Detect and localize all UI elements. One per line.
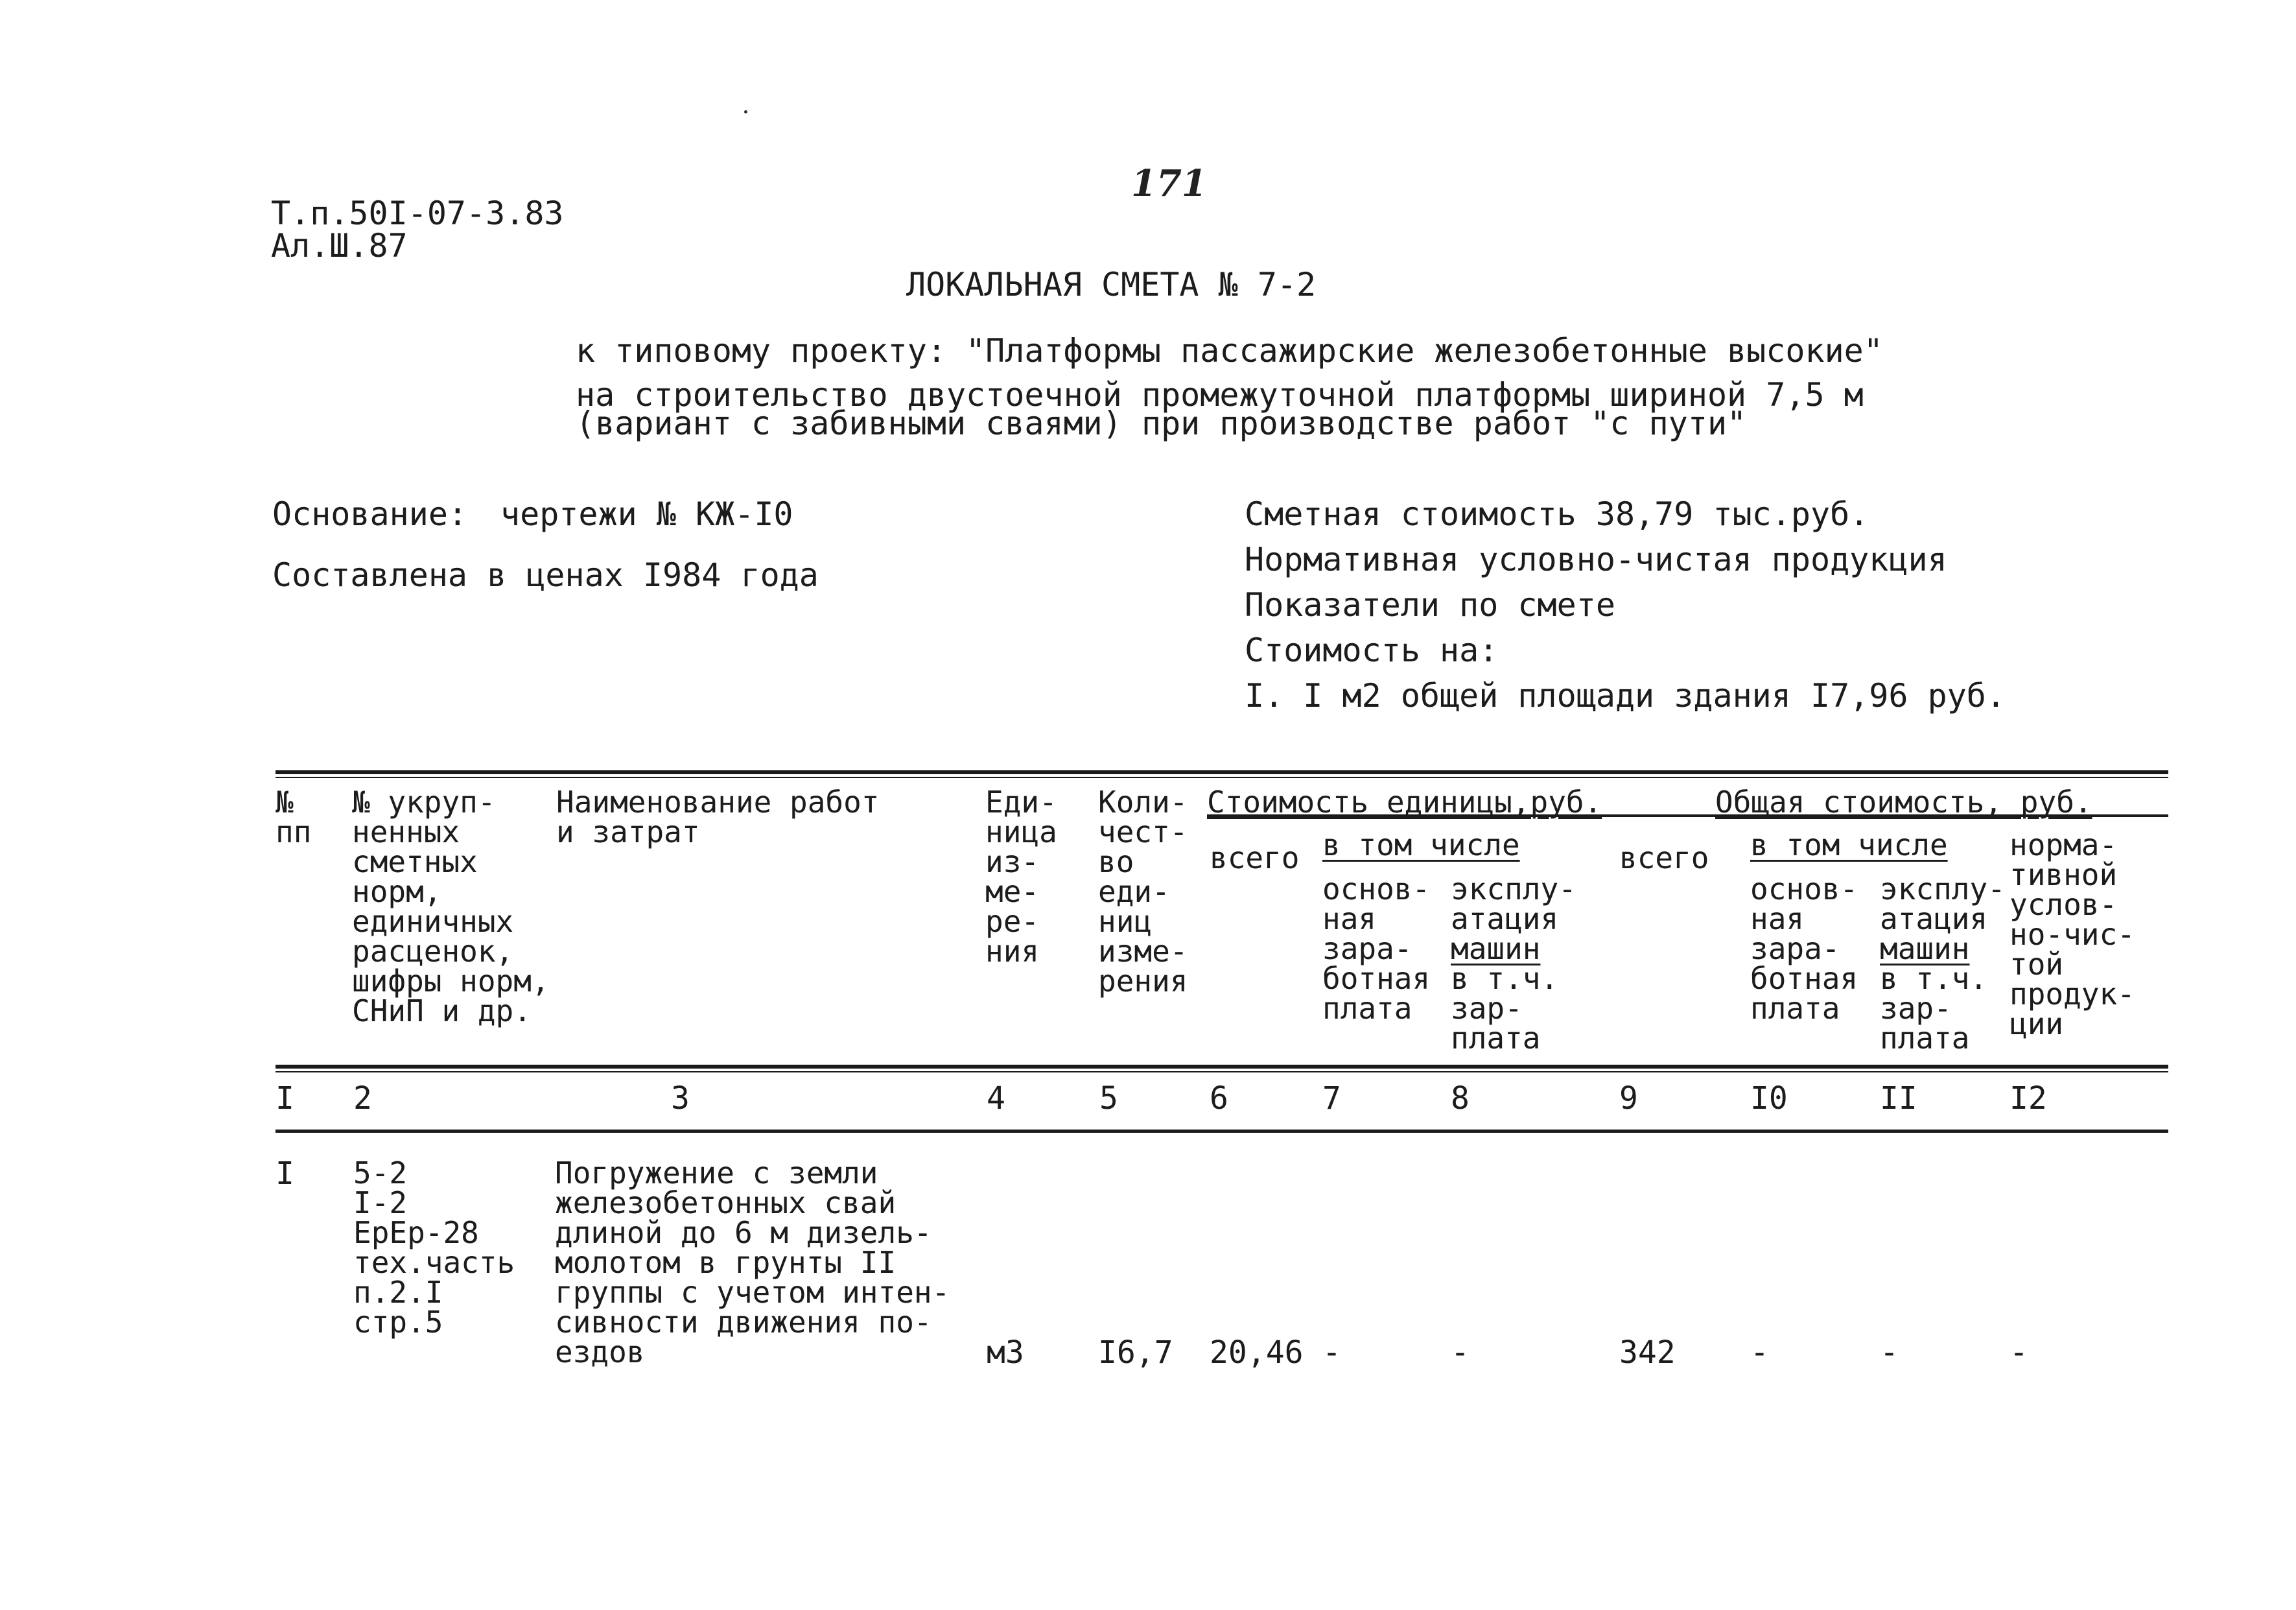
prices-line: Составлена в ценах I984 года <box>272 556 819 594</box>
column-number: 6 <box>1210 1080 1228 1117</box>
header-total-cost-group: Общая стоимость, руб. <box>1715 785 2092 820</box>
row-normative: - <box>2009 1334 2028 1371</box>
normative-product: Нормативная условно-чистая продукция <box>1245 541 1947 578</box>
column-number: 5 <box>1099 1080 1118 1117</box>
row-unit: м3 <box>987 1334 1024 1371</box>
row-total-wage: - <box>1750 1334 1769 1371</box>
column-numbers-rule <box>275 1130 2168 1133</box>
header-unit-cost-group: Стоимость единицы,руб. <box>1207 785 1602 820</box>
header-unit-wage: основ- ная зара- ботная плата <box>1322 871 1431 1026</box>
basis-value: чертежи № КЖ-I0 <box>500 495 793 533</box>
album-number: Ал.Ш.87 <box>271 227 408 265</box>
header-unit-total: всего <box>1210 840 1300 875</box>
header-work-name: Наименование работ и затрат <box>556 785 880 849</box>
column-number: 3 <box>671 1080 690 1117</box>
basis-label: Основание: <box>272 495 468 533</box>
column-number: 7 <box>1322 1080 1341 1117</box>
row-total-machine: - <box>1880 1334 1899 1371</box>
header-unit-including: в том числе <box>1322 827 1520 862</box>
row-norm-code: 5-2 I-2 ЕрЕр-28 тех.часть п.2.I стр.5 <box>353 1155 515 1340</box>
project-line-3: (вариант с забивными сваями) при производстве работ "с пути" <box>576 405 1747 442</box>
header-norm-codes: № укруп- ненных сметных норм, единичных расценок, шифры норм, СНиП и др. <box>352 785 550 1028</box>
header-bottom-rule <box>275 1065 2168 1069</box>
header-row-number: № пп <box>275 785 312 849</box>
row-unit-wage: - <box>1322 1334 1341 1371</box>
column-number: I <box>275 1080 294 1117</box>
row-unit-machine: - <box>1451 1334 1470 1371</box>
column-number: I2 <box>2009 1080 2047 1117</box>
project-line-2: на строительство двустоечной промежуточной платформы шириной 7,5 м <box>576 376 1864 414</box>
row-total: 342 <box>1619 1334 1676 1371</box>
row-work-name: Погружение с земли железобетонных свай длиной до 6 м дизель- молотом в грунты II группы с учетом интен- сивности движения по- ездов <box>555 1155 950 1369</box>
column-number: II <box>1880 1080 1917 1117</box>
column-number: I0 <box>1750 1080 1788 1117</box>
header-quantity: Коли- чест- во еди- ниц изме- рения <box>1098 785 1188 999</box>
table-top-rule <box>275 770 2168 774</box>
document-title: ЛОКАЛЬНАЯ СМЕТА № 7-2 <box>906 266 1317 303</box>
column-number: 2 <box>353 1080 372 1117</box>
header-unit-machine-operation: эксплу- атация <box>1451 871 1576 936</box>
row-quantity: I6,7 <box>1098 1334 1173 1371</box>
header-normative-product: норма- тивной услов- но-чис- той продук- ции <box>2009 827 2135 1041</box>
row-number: I <box>275 1155 294 1192</box>
estimated-cost: Сметная стоимость 38,79 тыс.руб. <box>1245 495 1869 533</box>
header-unit: Еди- ница из- ме- ре- ния <box>985 785 1057 969</box>
column-number: 8 <box>1451 1080 1470 1117</box>
header-total-machine-operation: эксплу- атация <box>1880 871 2006 936</box>
table-top-rule-thin <box>275 777 2168 778</box>
header-total-total: всего <box>1619 840 1709 875</box>
cost-for-line: Стоимость на: <box>1245 632 1499 669</box>
header-total-machine-wage: в т.ч. зар- плата <box>1880 961 1988 1056</box>
column-number: 9 <box>1619 1080 1638 1117</box>
header-unit-machines: машин <box>1451 931 1541 966</box>
column-number: 4 <box>987 1080 1005 1117</box>
document-code: Т.п.50I-07-3.83 <box>271 195 564 232</box>
per-m2-line: I. I м2 общей площади здания I7,96 руб. <box>1245 677 2006 715</box>
project-line-1: к типовому проекту: "Платформы пассажирские железобетонные высокие" <box>576 332 1883 370</box>
header-unit-machine-wage: в т.ч. зар- плата <box>1451 961 1559 1056</box>
page-number: 171 <box>1131 162 1207 205</box>
header-total-including: в том числе <box>1750 827 1948 862</box>
header-total-wage: основ- ная зара- ботная плата <box>1750 871 1858 1026</box>
scan-speck <box>744 110 747 113</box>
row-unit-total: 20,46 <box>1210 1334 1304 1371</box>
header-bottom-rule-thin <box>275 1071 2168 1072</box>
header-total-machines: машин <box>1880 931 1970 966</box>
indicators-line: Показатели по смете <box>1245 586 1615 624</box>
